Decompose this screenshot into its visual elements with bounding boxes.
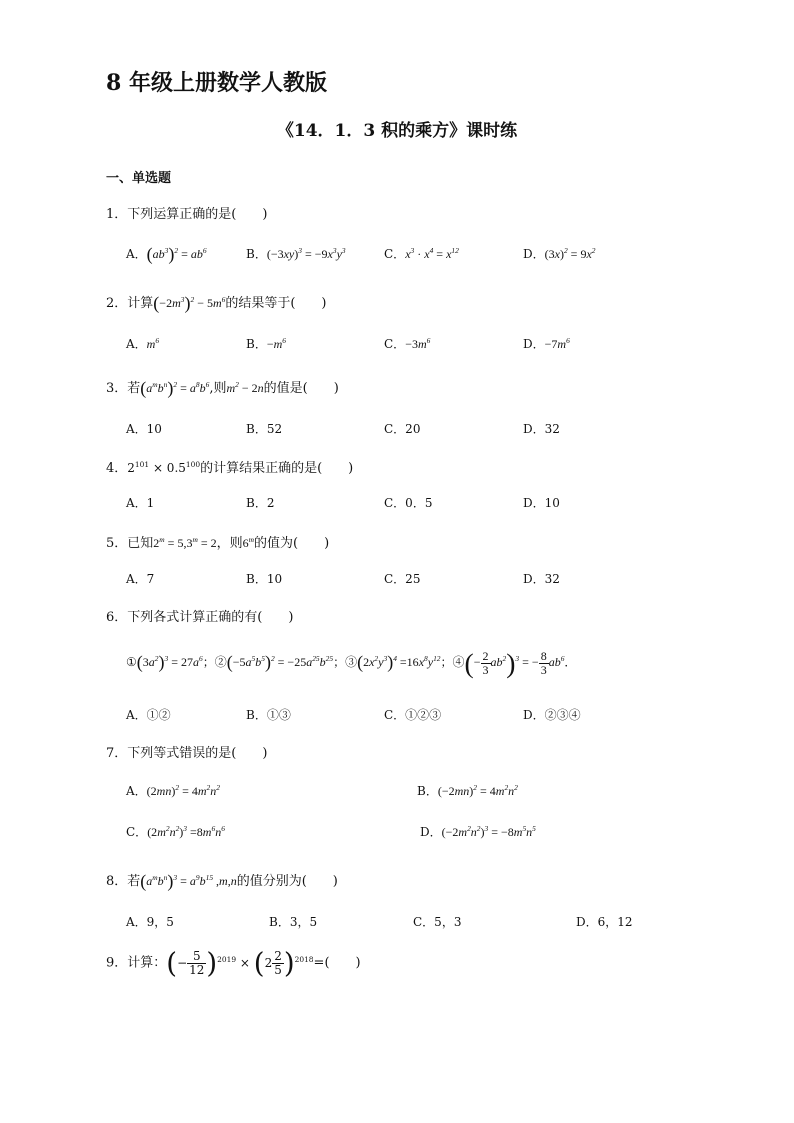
q7-option-c: C．$(2m^2n^2)^3 =8m^6n^6$: [126, 823, 225, 839]
question-stem-post: 的结果等于( ): [225, 296, 327, 311]
question-number: 8．: [106, 874, 128, 889]
q7-option-a: A．$(2mn)^2 = 4m^2n^2$: [126, 782, 220, 798]
q8-option-d: D．6，12: [576, 915, 633, 929]
q7-option-d: D．$(-2m^2n^2)^3 = -8m^5n^5$: [420, 823, 536, 839]
question-number: 6．: [106, 610, 128, 625]
q4-option-b: B．2: [246, 496, 275, 510]
q6-option-a: A．①②: [126, 708, 171, 722]
q4-option-d: D．10: [523, 496, 560, 510]
question-number: 3．: [106, 381, 128, 396]
question-number: 1．: [106, 207, 128, 222]
question-9: 9．计算：(− $\frac{5}{12}$ )$^{2019}$ × (2 $\frac{2}{5}$ )$^{2018}$=( ): [106, 946, 361, 980]
q2-option-d: D．$-7m^6$: [523, 335, 570, 351]
question-number: 4．: [106, 461, 128, 476]
q5-option-b: B．10: [246, 572, 283, 586]
q6-option-b: B．①③: [246, 708, 291, 722]
q2-option-b: B．$-m^6$: [246, 335, 286, 351]
q2-option-a: A．$m^6$: [126, 335, 160, 351]
q8-option-b: B．3，5: [269, 915, 318, 929]
question-number: 9．: [106, 955, 128, 971]
question-number: 2．: [106, 296, 128, 311]
question-stem: 下列运算正确的是( ): [127, 207, 268, 222]
q2-option-c: C．$-3m^6$: [384, 335, 431, 351]
question-7: [106, 742, 267, 761]
q6-expressions: $①(3a^2)^3 = 27a^6$；$②(-5a^5b^5)^2 = -25a^{25}b^{25}$；$③(2x^2y^3)^4 =16x^8y^{12}$；④(− $\frac{2}{3}$ $ab^2)^3$ = − $\frac{8}{3}$ $ab^6$．: [126, 647, 577, 679]
q4-option-a: A．1: [126, 496, 155, 510]
q1-option-a: A．$(ab^3)^2 = ab^6$: [126, 244, 207, 265]
question-stem-pre: 计算: [127, 296, 154, 311]
q7-option-b: B．$(-2mn)^2 = 4m^2n^2$: [417, 782, 518, 798]
q5-option-c: C．25: [384, 572, 421, 586]
document-title: 8 年级上册数学人教版: [106, 70, 327, 96]
q4-option-c: C．0．5: [384, 496, 433, 510]
question-number: 7．: [106, 746, 128, 761]
q3-option-d: D．32: [523, 422, 560, 436]
q3-option-b: B．52: [246, 422, 283, 436]
question-1: [106, 203, 267, 222]
q3-option-c: C．20: [384, 422, 421, 436]
question-stem: 下列各式计算正确的有( ): [127, 610, 294, 625]
question-number: 5．: [106, 536, 128, 551]
question-3: 3．若$(a^mb^n)^2 = a^8b^6$,则$m^2 - 2n$的值是( ): [106, 378, 339, 399]
q6-option-d: D．②③④: [523, 708, 581, 722]
section-heading: 一、单选题: [106, 171, 172, 186]
question-4: 4．$2^{101} \times 0.5^{100}$的计算结果正确的是( ): [106, 459, 354, 476]
q8-option-c: C．5，3: [413, 915, 462, 929]
q8-option-a: A．9，5: [126, 915, 174, 929]
question-5: 5．已知$2^m = 5,3^m = 2$，则6$^m$的值为( ): [106, 534, 330, 551]
q1-option-d: D．$(3x)^2 = 9x^2$: [523, 245, 596, 261]
q3-option-a: A．10: [126, 422, 162, 436]
q6-option-c: C．①②③: [384, 708, 442, 722]
q1-option-b: B．$(-3xy)^3 = -9x^3y^3$: [246, 245, 346, 261]
q5-option-d: D．32: [523, 572, 560, 586]
q1-option-c: C．$x^3 \cdot x^4 = x^{12}$: [384, 245, 459, 261]
question-6: [106, 606, 293, 625]
question-2: 2．计算$(-2m^3)^2 - 5m^6$的结果等于( ): [106, 293, 327, 314]
question-stem: 下列等式错误的是( ): [127, 746, 268, 761]
question-8: 8．若$(a^mb^n)^3 = a^9b^{15}$ ,m,n的值分别为( ): [106, 871, 338, 892]
document-subtitle: 《14．1．3 积的乘方》课时练: [276, 121, 518, 141]
q5-option-a: A．7: [126, 572, 155, 586]
